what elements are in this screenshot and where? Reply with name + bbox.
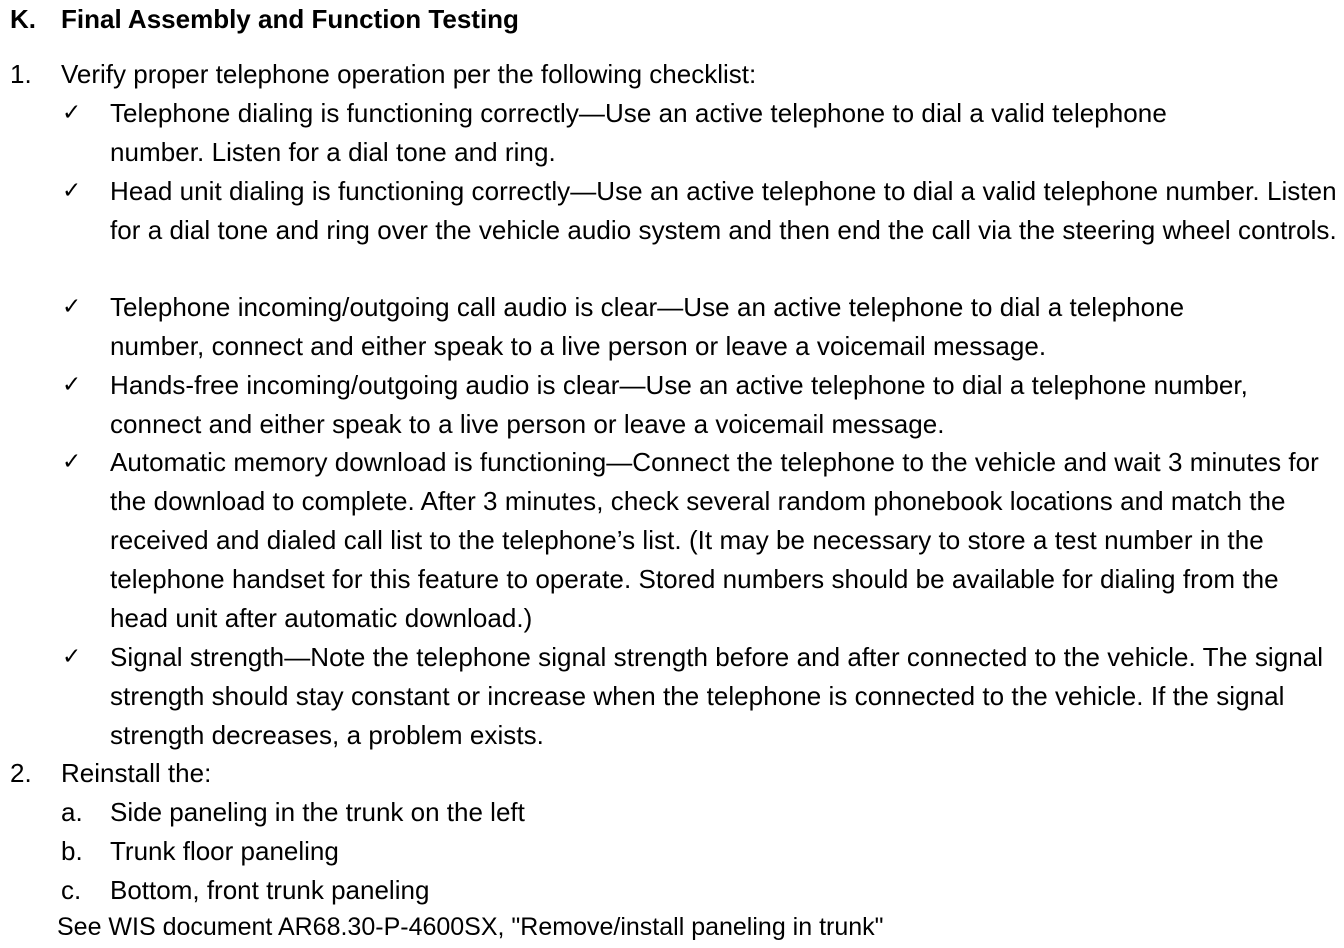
section-letter: K. <box>10 4 36 34</box>
list-item-letter: a. <box>61 797 83 827</box>
section-heading <box>10 0 519 38</box>
list-item <box>0 793 1344 832</box>
step-2-number: 2. <box>10 758 32 788</box>
list-item <box>0 871 1344 910</box>
checklist-item-text: Telephone incoming/outgoing call audio is clear—Use an active telephone to dial a telephone number, connect and either speak to a live person or leave a voicemail message. <box>110 292 1185 361</box>
checklist-item-text: Automatic memory download is functioning—Connect the telephone to the vehicle and wait 3 minutes for the download to complete. After 3 minutes, check several random phonebook locations and match the received and dialed call list to the telephone’s list. (It may be necessary to store a test number in the telephone handset for this feature to operate. Stored numbers should be available for dialing from the head unit after automatic download.) <box>110 447 1319 633</box>
checklist-item-text: Hands-free incoming/outgoing audio is clear—Use an active telephone to dial a telephone number, connect and either speak to a live person or leave a voicemail message. <box>110 370 1248 439</box>
list-item-text: Bottom, front trunk paneling <box>110 875 430 905</box>
reference-note: See WIS document AR68.30-P-4600SX, "Remove/install paneling in trunk" <box>57 913 884 941</box>
list-item <box>0 832 1344 871</box>
checkmark-icon: ✓ <box>62 178 82 204</box>
step-2-text: Reinstall the: <box>61 758 212 788</box>
list-item-text: Trunk floor paneling <box>110 836 339 866</box>
checklist-item-text: Telephone dialing is functioning correctly—Use an active telephone to dial a valid telephone number. Listen for a dial tone and ring. <box>110 98 1167 167</box>
checkmark-icon: ✓ <box>62 294 82 320</box>
checkmark-icon: ✓ <box>62 372 82 398</box>
checkmark-icon: ✓ <box>62 449 82 475</box>
checklist-item-text: Signal strength—Note the telephone signal strength before and after connected to the vehicle. The signal strength should stay constant or increase when the telephone is connected to the vehicle. If the signal strength decreases, a problem exists. <box>110 642 1324 750</box>
step-1-number: 1. <box>10 59 32 89</box>
checkmark-icon: ✓ <box>62 100 82 126</box>
list-item-letter: c. <box>61 875 82 905</box>
step-1 <box>0 55 1344 94</box>
list-item-text: Side paneling in the trunk on the left <box>110 797 525 827</box>
step-1-text: Verify proper telephone operation per the following checklist: <box>61 59 757 89</box>
section-title: Final Assembly and Function Testing <box>61 4 519 34</box>
checkmark-icon: ✓ <box>62 644 82 670</box>
step-2 <box>0 754 1344 793</box>
checklist-item-text: Head unit dialing is functioning correctly—Use an active telephone to dial a valid telephone number. Listen for a dial tone and ring over the vehicle audio system and then end the call via the steering wheel controls. <box>110 176 1337 245</box>
list-item-letter: b. <box>61 836 83 866</box>
